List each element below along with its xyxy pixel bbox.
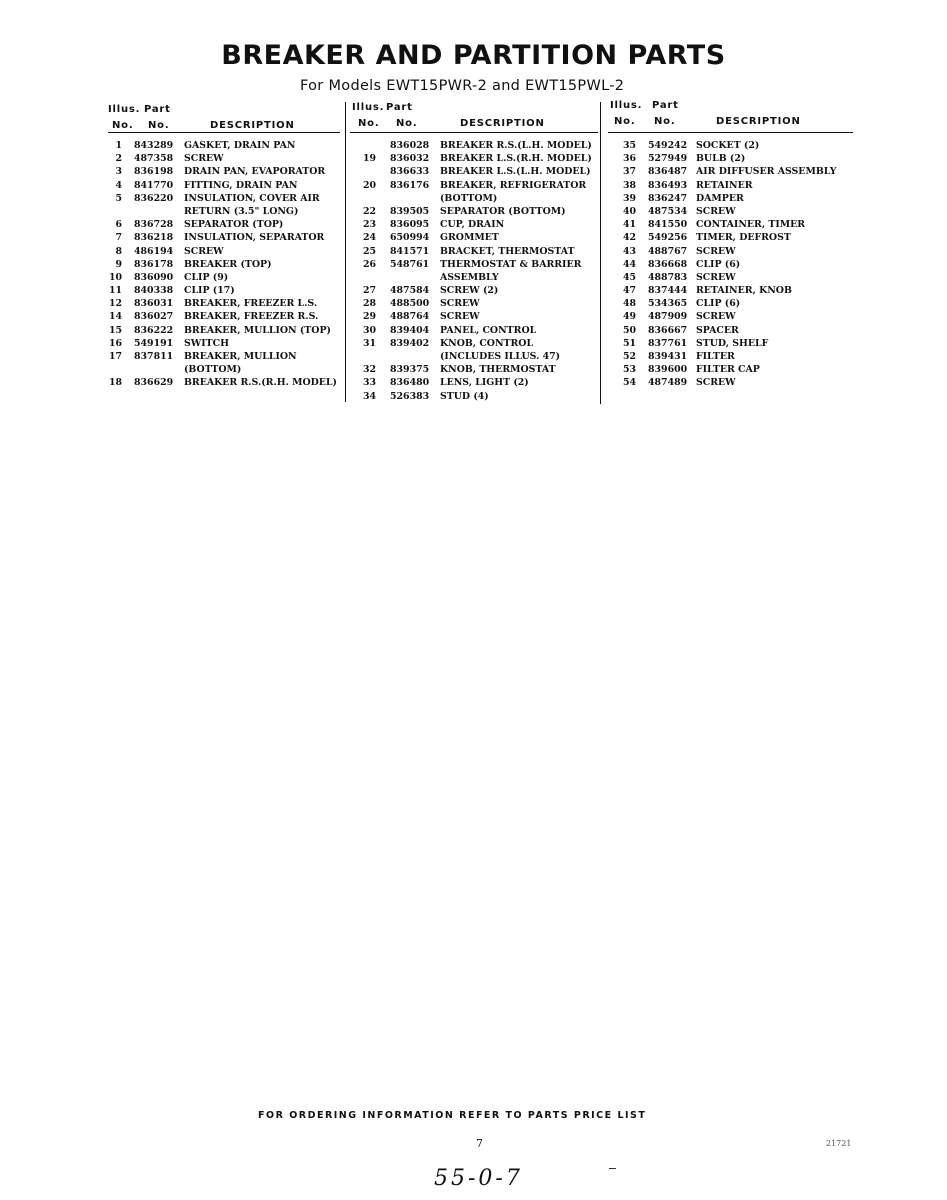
column-divider <box>600 102 601 404</box>
part-no: 836493 <box>648 179 688 191</box>
illus-label: Illus. <box>352 102 385 113</box>
parts-column-3 <box>608 102 853 390</box>
table-row <box>350 390 598 403</box>
part-description: LENS, LIGHT (2) <box>440 377 529 389</box>
table-row <box>608 324 853 337</box>
illus-no: 40 <box>622 205 636 217</box>
column-header <box>608 102 853 133</box>
part-label: Part <box>386 102 413 113</box>
table-row <box>350 192 598 205</box>
part-no: 836028 <box>390 140 430 151</box>
part-no: 836667 <box>648 324 688 336</box>
part-description: SCREW <box>696 271 736 283</box>
part-no: 488767 <box>648 245 688 257</box>
part-description: FILTER CAP <box>696 364 760 376</box>
table-row <box>350 245 598 258</box>
illus-no-label: No. <box>614 116 636 127</box>
part-no: 839431 <box>648 351 688 362</box>
table-row <box>108 192 340 205</box>
table-row <box>108 337 340 350</box>
part-no: 836176 <box>390 179 430 191</box>
illus-no: 3 <box>115 166 122 178</box>
part-description: SCREW <box>696 205 736 217</box>
table-row <box>108 363 340 376</box>
illus-label: Illus. <box>108 104 141 115</box>
parts-column-1 <box>108 102 340 390</box>
illus-no: 54 <box>622 377 636 389</box>
table-row <box>350 363 598 376</box>
table-row <box>108 179 340 192</box>
description-header: DESCRIPTION <box>460 118 545 129</box>
part-no: 534365 <box>648 298 688 310</box>
illus-no: 12 <box>108 298 122 310</box>
part-description: BREAKER, FREEZER L.S. <box>184 298 318 310</box>
illus-no: 10 <box>108 271 122 283</box>
part-no: 836633 <box>390 166 430 178</box>
part-no: 839600 <box>648 364 688 376</box>
part-description: SOCKET (2) <box>696 140 760 151</box>
illus-no: 39 <box>622 192 636 204</box>
part-description: SCREW <box>440 298 480 310</box>
illus-no: 20 <box>362 179 376 191</box>
part-description: CUP, DRAIN <box>440 219 505 231</box>
part-description: BREAKER, MULLION (TOP) <box>184 324 331 336</box>
part-no: 488500 <box>390 298 430 310</box>
table-row <box>608 310 853 323</box>
table-row <box>608 205 853 218</box>
part-description: GASKET, DRAIN PAN <box>184 140 296 151</box>
part-no: 836032 <box>390 153 430 165</box>
column-header <box>350 102 598 133</box>
table-row <box>608 165 853 178</box>
column-divider <box>345 102 346 402</box>
ordering-footer: FOR ORDERING INFORMATION REFER TO PARTS PRICE LIST <box>258 1110 647 1121</box>
part-description: BRACKET, THERMOSTAT <box>440 245 575 257</box>
part-description: SCREW <box>184 153 224 165</box>
illus-no: 24 <box>362 232 376 244</box>
illus-no: 4 <box>115 179 122 191</box>
illus-no: 30 <box>362 324 376 336</box>
part-no: 650994 <box>390 232 430 244</box>
illus-no: 5 <box>115 192 122 204</box>
part-description: (BOTTOM) <box>184 364 242 376</box>
illus-no: 52 <box>622 351 636 362</box>
table-row <box>350 152 598 165</box>
illus-no: 6 <box>115 219 122 231</box>
part-no: 549242 <box>648 140 688 151</box>
part-description: BREAKER, MULLION <box>184 351 297 362</box>
illus-no: 2 <box>115 153 122 165</box>
divider-mark <box>609 1168 616 1169</box>
illus-no: 53 <box>622 364 636 376</box>
table-row <box>608 218 853 231</box>
part-description: SCREW <box>184 245 224 257</box>
illus-no: 31 <box>362 337 376 349</box>
illus-no: 48 <box>622 298 636 310</box>
part-description: SPACER <box>696 324 739 336</box>
illus-no: 34 <box>362 390 376 402</box>
part-no: 836095 <box>390 219 430 231</box>
part-description: INSULATION, SEPARATOR <box>184 232 325 244</box>
part-description: BREAKER L.S.(L.H. MODEL) <box>440 166 591 178</box>
illus-no: 33 <box>362 377 376 389</box>
part-no: 486194 <box>134 245 174 257</box>
part-description: STUD (4) <box>440 390 489 402</box>
part-no: 836222 <box>134 324 174 336</box>
part-no: 549256 <box>648 232 688 244</box>
part-description: SEPARATOR (BOTTOM) <box>440 205 566 217</box>
parts-rows <box>608 139 853 390</box>
part-description: BREAKER, FREEZER R.S. <box>184 311 319 323</box>
part-no: 488764 <box>390 311 430 323</box>
part-no-label: No. <box>148 120 170 131</box>
part-no: 839402 <box>390 337 430 349</box>
part-no: 841770 <box>134 179 174 191</box>
part-description: TIMER, DEFROST <box>696 232 791 244</box>
part-description: BREAKER R.S.(R.H. MODEL) <box>184 377 337 389</box>
table-row <box>350 271 598 284</box>
illus-no: 23 <box>362 219 376 231</box>
part-description: CONTAINER, TIMER <box>696 219 806 231</box>
part-description: (INCLUDES ILLUS. 47) <box>440 351 561 362</box>
part-no: 843289 <box>134 140 174 151</box>
part-no: 488783 <box>648 271 688 283</box>
part-description: RETAINER, KNOB <box>696 285 792 297</box>
table-row <box>350 350 598 363</box>
part-description: THERMOSTAT & BARRIER <box>440 258 582 270</box>
part-no: 836247 <box>648 192 688 204</box>
illus-no: 44 <box>622 258 636 270</box>
table-row <box>608 271 853 284</box>
part-no: 487534 <box>648 205 688 217</box>
table-row <box>608 337 853 350</box>
part-no-label: No. <box>654 116 676 127</box>
part-no: 839404 <box>390 324 430 336</box>
part-label: Part <box>652 100 679 111</box>
illus-no: 35 <box>622 140 636 151</box>
illus-no: 49 <box>622 311 636 323</box>
part-description: RETAINER <box>696 179 753 191</box>
part-description: DAMPER <box>696 192 744 204</box>
table-row <box>350 218 598 231</box>
table-row <box>350 297 598 310</box>
part-description: AIR DIFFUSER ASSEMBLY <box>696 166 837 178</box>
table-row <box>350 165 598 178</box>
illus-no: 9 <box>115 258 122 270</box>
table-row <box>350 310 598 323</box>
table-row <box>108 258 340 271</box>
illus-no: 8 <box>115 245 122 257</box>
part-description: BREAKER L.S.(R.H. MODEL) <box>440 153 592 165</box>
table-row <box>350 179 598 192</box>
table-row <box>108 324 340 337</box>
illus-no-label: No. <box>112 120 134 131</box>
part-description: SWITCH <box>184 337 229 349</box>
table-row <box>608 297 853 310</box>
table-row <box>108 376 340 389</box>
part-no: 837761 <box>648 337 688 349</box>
part-no: 836027 <box>134 311 174 323</box>
part-no: 836220 <box>134 192 174 204</box>
part-description: BULB (2) <box>696 153 746 165</box>
illus-no: 29 <box>362 311 376 323</box>
parts-column-2 <box>350 102 598 403</box>
column-header <box>108 102 340 133</box>
illus-no: 26 <box>362 258 376 270</box>
part-no: 836090 <box>134 271 174 283</box>
table-row <box>108 297 340 310</box>
page-title: BREAKER AND PARTITION PARTS <box>221 40 726 71</box>
part-no: 836178 <box>134 258 174 270</box>
part-no: 527949 <box>648 153 688 165</box>
illus-no: 27 <box>362 285 376 297</box>
part-description: SCREW <box>696 245 736 257</box>
part-no: 487358 <box>134 153 174 165</box>
part-description: CLIP (17) <box>184 285 235 297</box>
illus-no: 45 <box>622 271 636 283</box>
table-row <box>608 179 853 192</box>
table-row <box>350 205 598 218</box>
part-description: GROMMET <box>440 232 499 244</box>
illus-no: 32 <box>362 364 376 376</box>
illus-no: 15 <box>108 324 122 336</box>
part-no: 836668 <box>648 258 688 270</box>
illus-no: 43 <box>622 245 636 257</box>
table-row <box>108 271 340 284</box>
part-no: 487584 <box>390 285 430 297</box>
table-row <box>108 310 340 323</box>
part-no: 526383 <box>390 390 430 402</box>
illus-no: 28 <box>362 298 376 310</box>
table-row <box>608 376 853 389</box>
table-row <box>108 284 340 297</box>
part-no: 837444 <box>648 285 688 297</box>
illus-label: Illus. <box>610 100 643 111</box>
part-description: INSULATION, COVER AIR <box>184 192 320 204</box>
table-row <box>108 165 340 178</box>
part-description: BREAKER, REFRIGERATOR <box>440 179 587 191</box>
part-no: 841571 <box>390 245 430 257</box>
table-row <box>108 152 340 165</box>
part-no: 836728 <box>134 219 174 231</box>
models-subtitle: For Models EWT15PWR-2 and EWT15PWL-2 <box>300 78 625 94</box>
part-no: 836198 <box>134 166 174 178</box>
illus-no: 18 <box>108 377 122 389</box>
table-row <box>608 245 853 258</box>
table-row <box>108 231 340 244</box>
illus-no: 47 <box>622 285 636 297</box>
part-no: 841550 <box>648 219 688 231</box>
part-description: RETURN (3.5" LONG) <box>184 205 299 217</box>
part-description: CLIP (6) <box>696 298 741 310</box>
table-row <box>608 192 853 205</box>
page-number: 7 <box>476 1137 483 1150</box>
illus-no: 41 <box>622 219 636 231</box>
parts-rows <box>108 139 340 390</box>
part-no: 839375 <box>390 364 430 376</box>
part-label: Part <box>144 104 171 115</box>
table-row <box>350 337 598 350</box>
table-row <box>350 324 598 337</box>
illus-no: 16 <box>108 337 122 349</box>
illus-no: 36 <box>622 153 636 165</box>
part-description: CLIP (9) <box>184 271 229 283</box>
table-row <box>108 218 340 231</box>
table-row <box>108 350 340 363</box>
table-row <box>608 350 853 363</box>
part-no: 839505 <box>390 205 430 217</box>
part-no: 549191 <box>134 337 174 349</box>
table-row <box>108 205 340 218</box>
illus-no: 50 <box>622 324 636 336</box>
part-no-label: No. <box>396 118 418 129</box>
part-no: 836487 <box>648 166 688 178</box>
part-description: DRAIN PAN, EVAPORATOR <box>184 166 326 178</box>
part-no: 487909 <box>648 311 688 323</box>
parts-rows <box>350 139 598 403</box>
table-row <box>608 284 853 297</box>
illus-no: 14 <box>108 311 122 323</box>
table-row <box>608 231 853 244</box>
illus-no: 11 <box>108 285 122 297</box>
illus-no: 42 <box>622 232 636 244</box>
part-description: SCREW <box>696 311 736 323</box>
description-header: DESCRIPTION <box>716 116 801 127</box>
part-description: KNOB, CONTROL <box>440 337 534 349</box>
part-description: SCREW <box>696 377 736 389</box>
table-row <box>350 139 598 152</box>
part-no: 840338 <box>134 285 174 297</box>
part-description: BREAKER R.S.(L.H. MODEL) <box>440 140 592 151</box>
part-no: 836031 <box>134 298 174 310</box>
part-no: 836218 <box>134 232 174 244</box>
table-row <box>608 363 853 376</box>
part-description: (BOTTOM) <box>440 192 498 204</box>
illus-no: 22 <box>362 205 376 217</box>
illus-no-label: No. <box>358 118 380 129</box>
part-description: ASSEMBLY <box>440 271 499 283</box>
illus-no: 19 <box>362 153 376 165</box>
part-no: 548761 <box>390 258 430 270</box>
part-description: CLIP (6) <box>696 258 741 270</box>
table-row <box>608 152 853 165</box>
part-description: BREAKER (TOP) <box>184 258 272 270</box>
illus-no: 17 <box>108 351 122 362</box>
table-row <box>350 284 598 297</box>
table-row <box>608 258 853 271</box>
part-description: STUD, SHELF <box>696 337 769 349</box>
table-row <box>608 139 853 152</box>
part-description: FILTER <box>696 351 735 362</box>
illus-no: 51 <box>622 337 636 349</box>
table-row <box>350 258 598 271</box>
illus-no: 38 <box>622 179 636 191</box>
table-row <box>350 376 598 389</box>
table-row <box>108 245 340 258</box>
part-description: SCREW <box>440 311 480 323</box>
illus-no: 7 <box>115 232 122 244</box>
table-row <box>108 139 340 152</box>
illus-no: 37 <box>622 166 636 178</box>
part-no: 836480 <box>390 377 430 389</box>
part-description: SCREW (2) <box>440 285 499 297</box>
part-no: 836629 <box>134 377 174 389</box>
part-description: FITTING, DRAIN PAN <box>184 179 298 191</box>
table-row <box>350 231 598 244</box>
part-no: 487489 <box>648 377 688 389</box>
illus-no: 25 <box>362 245 376 257</box>
corner-code: 21721 <box>826 1139 852 1148</box>
part-description: SEPARATOR (TOP) <box>184 219 284 231</box>
description-header: DESCRIPTION <box>210 120 295 131</box>
part-no: 837811 <box>134 351 174 362</box>
illus-no: 1 <box>115 140 122 151</box>
part-description: KNOB, THERMOSTAT <box>440 364 556 376</box>
handwritten-note: 55-0-7 <box>434 1166 523 1191</box>
part-description: PANEL, CONTROL <box>440 324 537 336</box>
